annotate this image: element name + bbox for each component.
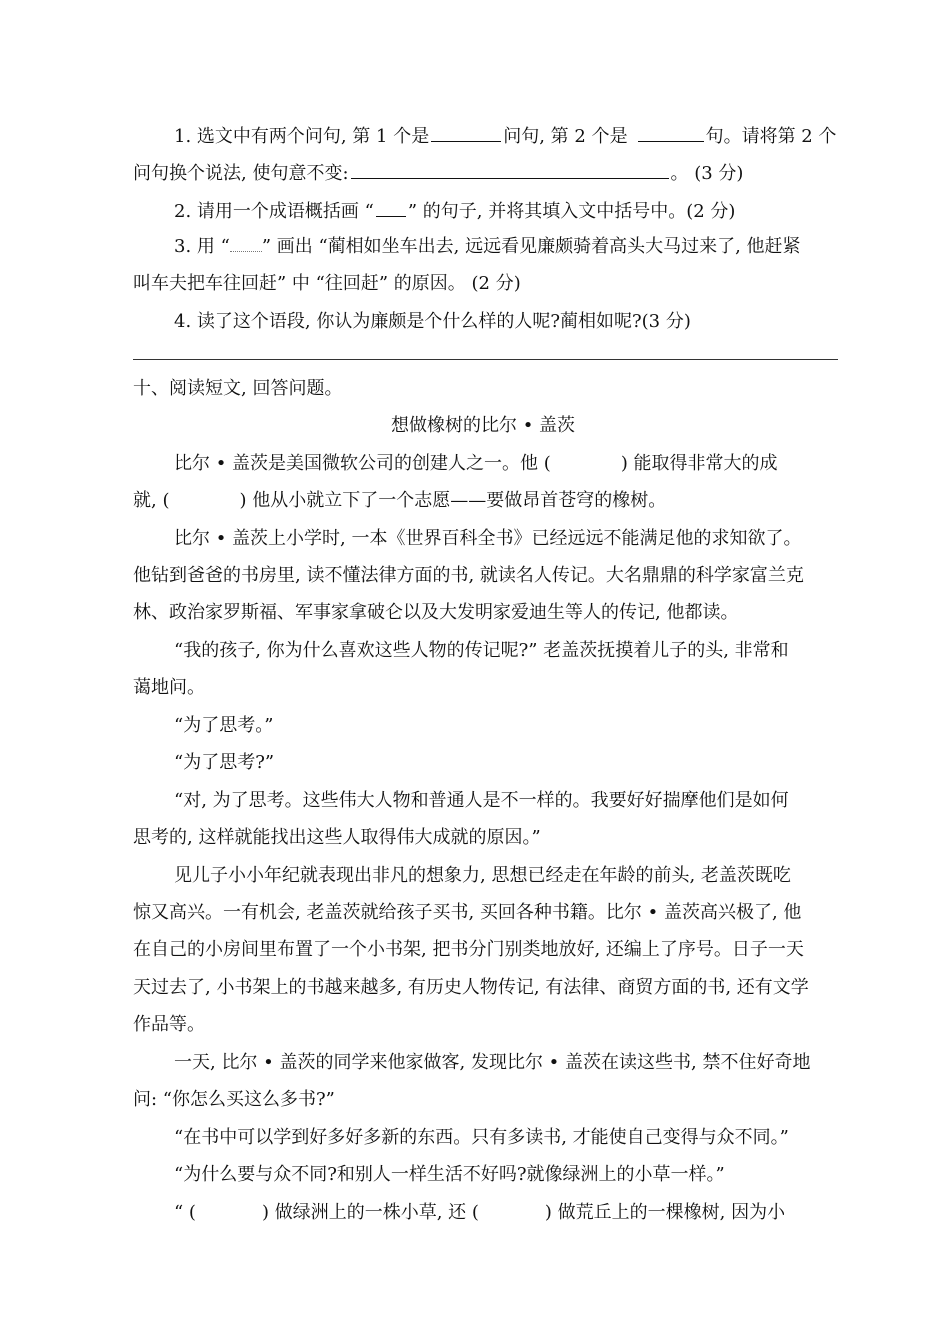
q3-text-b: ” 画出 “蔺相如坐车出去, 远远看见廉颇骑着高头大马过来了, 他赶紧 [261,236,801,257]
p2-line-2: 他钻到爸爸的书房里, 读不懂法律方面的书, 就读名人传记。大名鼎鼎的科学家富兰克 [133,565,804,586]
q2-text-a: 2. 请用一个成语概括画 “ [174,201,374,222]
p3-line-1: “我的孩子, 你为什么喜欢这些人物的传记呢?” 老盖茨抚摸着儿子的头, 非常和 [174,640,789,661]
paragraph-6-line-1 [174,789,950,813]
q2-text-b: ” 的句子, 并将其填入文中括号中。(2 分) [407,201,736,222]
p10-text: “为什么要与众不同?和别人一样生活不好吗?就像绿洲上的小草一样。” [174,1164,725,1185]
p6-line-2: 思考的, 这样就能找出这些人取得伟大成就的原因。” [133,827,541,848]
p1-text-c: 就, ( [133,490,170,511]
q3-text-c: 叫车夫把车往回赶” 中 “往回赶” 的原因。 (2 分) [133,273,521,294]
p11-text-c: ) 做荒丘上的一棵橡树, 因为小 [544,1202,786,1223]
q2-underline-sample [376,198,406,217]
q1-text-c: 句。请将第 2 个 [705,126,837,147]
q1-text-a: 1. 选文中有两个问句, 第 1 个是 [174,126,430,147]
paragraph-3-line-2 [133,676,950,700]
q1-blank-1[interactable] [431,123,501,142]
paragraph-4 [174,714,950,738]
question-4 [174,310,950,334]
p3-line-2: 蔼地问。 [133,677,205,698]
paragraph-8-line-2 [133,1088,950,1112]
question-1-line-1 [174,123,950,149]
paragraph-7-line-4 [133,976,950,1000]
p1-text-a: 比尔 • 盖茨是美国微软公司的创建人之一。他 ( [174,453,551,474]
q1-text-b: 问句, 第 2 个是 [503,126,628,147]
p11-text-a: “ ( [174,1202,196,1223]
question-1-line-2 [133,160,950,186]
paragraph-7-line-2 [133,901,950,925]
p2-line-3: 林、政治家罗斯福、军事家拿破仑以及大发明家爱迪生等人的传记, 他都读。 [133,602,739,623]
paragraph-6-line-2 [133,826,950,850]
p1-text-d: ) 他从小就立下了一个志愿——要做昂首苍穹的橡树。 [239,490,667,511]
paragraph-7-line-1 [174,864,950,888]
paragraph-3-line-1 [174,639,950,663]
paragraph-9 [174,1126,950,1150]
question-3-line-2 [133,272,950,296]
paragraph-8-line-1 [174,1051,950,1075]
q3-wavy-line-sample [230,237,262,252]
question-2 [174,198,950,224]
question-3-line-1 [174,235,950,259]
p1-text-b: ) 能取得非常大的成 [620,453,778,474]
paragraph-7-line-5 [133,1013,950,1037]
section-10-heading [133,377,950,401]
paragraph-2-line-1 [174,527,950,551]
p11-text-b: ) 做绿洲上的一株小草, 还 ( [261,1202,479,1223]
p7-line-1: 见儿子小小年纪就表现出非凡的想象力, 思想已经走在年龄的前头, 老盖茨既吃 [174,865,791,886]
p7-line-2: 惊又高兴。一有机会, 老盖茨就给孩子买书, 买回各种书籍。比尔 • 盖茨高兴极了, 他 [133,902,802,923]
section-10-heading-text: 十、阅读短文, 回答问题。 [133,378,343,399]
section-divider [133,359,838,360]
p8-line-1: 一天, 比尔 • 盖茨的同学来他家做客, 发现比尔 • 盖茨在读这些书, 禁不住好奇地 [174,1052,811,1073]
p8-line-2: 问: “你怎么买这么多书?” [133,1089,335,1110]
paragraph-5 [174,751,950,775]
p7-line-5: 作品等。 [133,1014,205,1035]
p9-text: “在书中可以学到好多好多新的东西。只有多读书, 才能使自己变得与众不同。” [174,1127,789,1148]
p2-line-1: 比尔 • 盖茨上小学时, 一本《世界百科全书》已经远远不能满足他的求知欲了。 [174,528,802,549]
p4-text: “为了思考。” [174,715,274,736]
passage-title [391,414,950,438]
paragraph-2-line-2 [133,564,950,588]
p7-line-4: 天过去了, 小书架上的书越来越多, 有历史人物传记, 有法律、商贸方面的书, 还有文学 [133,977,809,998]
q1-blank-3[interactable] [351,160,669,179]
paragraph-2-line-3 [133,601,950,625]
paragraph-7-line-3 [133,938,950,962]
q1-blank-2[interactable] [638,123,704,142]
p5-text: “为了思考?” [174,752,275,773]
q4-text: 4. 读了这个语段, 你认为廉颇是个什么样的人呢?蔺相如呢?(3 分) [174,311,691,332]
q1-text-d: 问句换个说法, 使句意不变: [133,163,349,184]
paragraph-1-line-2 [133,489,950,513]
p7-line-3: 在自己的小房间里布置了一个小书架, 把书分门别类地放好, 还编上了序号。日子一天 [133,939,804,960]
paragraph-1-line-1 [174,452,950,476]
q3-text-a: 3. 用 “ [174,236,230,257]
passage-title-text: 想做橡树的比尔 • 盖茨 [391,415,576,436]
paragraph-10 [174,1163,950,1187]
paragraph-11-line-1 [174,1201,950,1225]
q1-text-e: 。 (3 分) [670,163,744,184]
p6-line-1: “对, 为了思考。这些伟大人物和普通人是不一样的。我要好好揣摩他们是如何 [174,790,789,811]
